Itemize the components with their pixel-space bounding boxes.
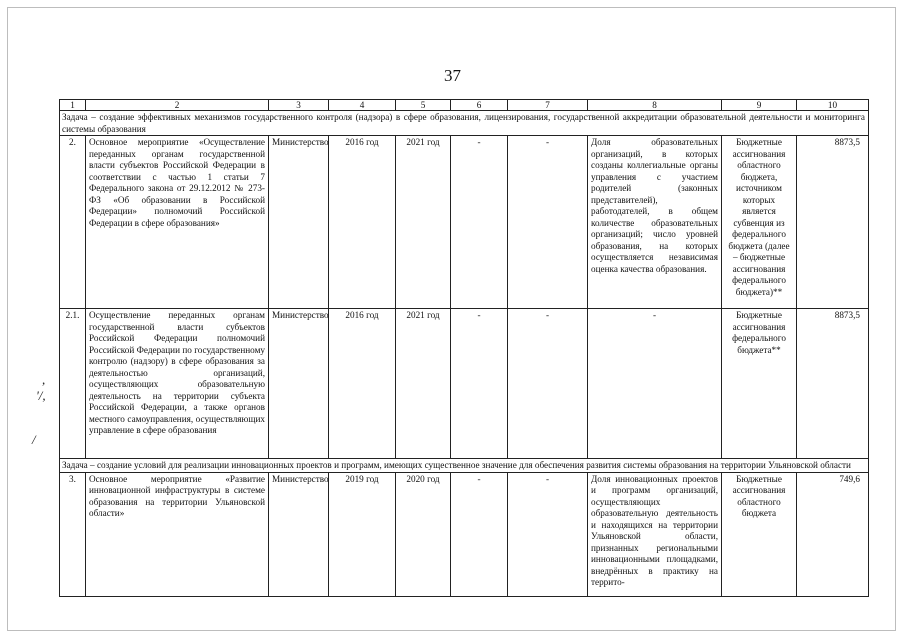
executor: Министерство: [269, 136, 329, 309]
col6-value: -: [451, 309, 508, 459]
program-table: [59, 99, 869, 597]
task-row: [60, 111, 869, 136]
col7-value: -: [508, 136, 588, 309]
table-row: [60, 472, 869, 596]
end-year: 2021 год: [396, 136, 451, 309]
col-header: 2: [86, 100, 269, 111]
task-row: [60, 459, 869, 473]
col7-value: -: [508, 472, 588, 596]
col6-value: -: [451, 472, 508, 596]
start-year: 2016 год: [329, 136, 396, 309]
margin-mark: '/,: [36, 388, 46, 403]
end-year: 2020 год: [396, 472, 451, 596]
indicator: -: [588, 309, 722, 459]
task-text: Задача – создание эффективных механизмов государственного контроля (надзора) в сфере образования, лицензирования, государственной аккредитации образовательной деятельности и мониторинга системы образования: [60, 111, 869, 136]
margin-mark: ,: [42, 372, 46, 387]
col-header: 9: [722, 100, 797, 111]
activity-name: Осуществление переданных органам государственной власти субъектов Российской Федерации полномочий Российской Федерации по государственному контролю (надзору) в сфере образования за деятельностью организаций, осуществляющих образовательную деятельность на территории субъекта Российской Федерации, а также органов местного самоуправления, осуществляющих управление в сфере образования: [86, 309, 269, 459]
indicator: Доля инновационных проектов и программ организаций, осуществляющих образовательную деятельность и находящихся на территории Ульяновской области, признанных региональными инновационными площадками, внедрённых в практику на террито-: [588, 472, 722, 596]
amount: 749,6: [797, 472, 869, 596]
col-header: 7: [508, 100, 588, 111]
task-text: Задача – создание условий для реализации инновационных проектов и программ, имеющих существенное значение для обеспечения развития системы образования на территории Ульяновской области: [60, 459, 869, 473]
start-year: 2019 год: [329, 472, 396, 596]
table-row: [60, 309, 869, 459]
activity-name: Основное мероприятие «Осуществление переданных органам государственной власти субъектов Российской Федерации в соответствии с частью 1 статьи 7 Федерального закона от 29.12.2012 № 273-ФЗ «Об образовании в Российской Федерации» полномочий Российской Федерации в сфере образования»: [86, 136, 269, 309]
col-header: 8: [588, 100, 722, 111]
amount: 8873,5: [797, 136, 869, 309]
row-number: 3.: [60, 472, 86, 596]
start-year: 2016 год: [329, 309, 396, 459]
col-header: 10: [797, 100, 869, 111]
activity-name: Основное мероприятие «Развитие инновационной инфраструктуры в системе образования на территории Ульяновской области»: [86, 472, 269, 596]
executor: Министерство: [269, 309, 329, 459]
funding-source: Бюджетные ассигнования областного бюджета, источником которых является субвенция из федерального бюджета (далее – бюджетные ассигнования федерального бюджета)**: [722, 136, 797, 309]
table-row: [60, 136, 869, 309]
funding-source: Бюджетные ассигнования федерального бюджета**: [722, 309, 797, 459]
row-number: 2.: [60, 136, 86, 309]
row-number: 2.1.: [60, 309, 86, 459]
col-header: 1: [60, 100, 86, 111]
amount: 8873,5: [797, 309, 869, 459]
indicator: Доля образовательных организаций, в которых созданы коллегиальные органы управления с участием родителей (законных представителей), работодателей, в общем количестве образовательных организаций; число уровней образования, на которых осуществляется независимая оценка качества образования.: [588, 136, 722, 309]
col-header: 5: [396, 100, 451, 111]
col7-value: -: [508, 309, 588, 459]
col6-value: -: [451, 136, 508, 309]
col-header: 3: [269, 100, 329, 111]
header-row: [60, 100, 869, 111]
margin-mark: /: [32, 432, 36, 447]
col-header: 6: [451, 100, 508, 111]
end-year: 2021 год: [396, 309, 451, 459]
executor: Министерство: [269, 472, 329, 596]
page-number: 37: [444, 66, 461, 85]
col-header: 4: [329, 100, 396, 111]
funding-source: Бюджетные ассигнования областного бюджета: [722, 472, 797, 596]
